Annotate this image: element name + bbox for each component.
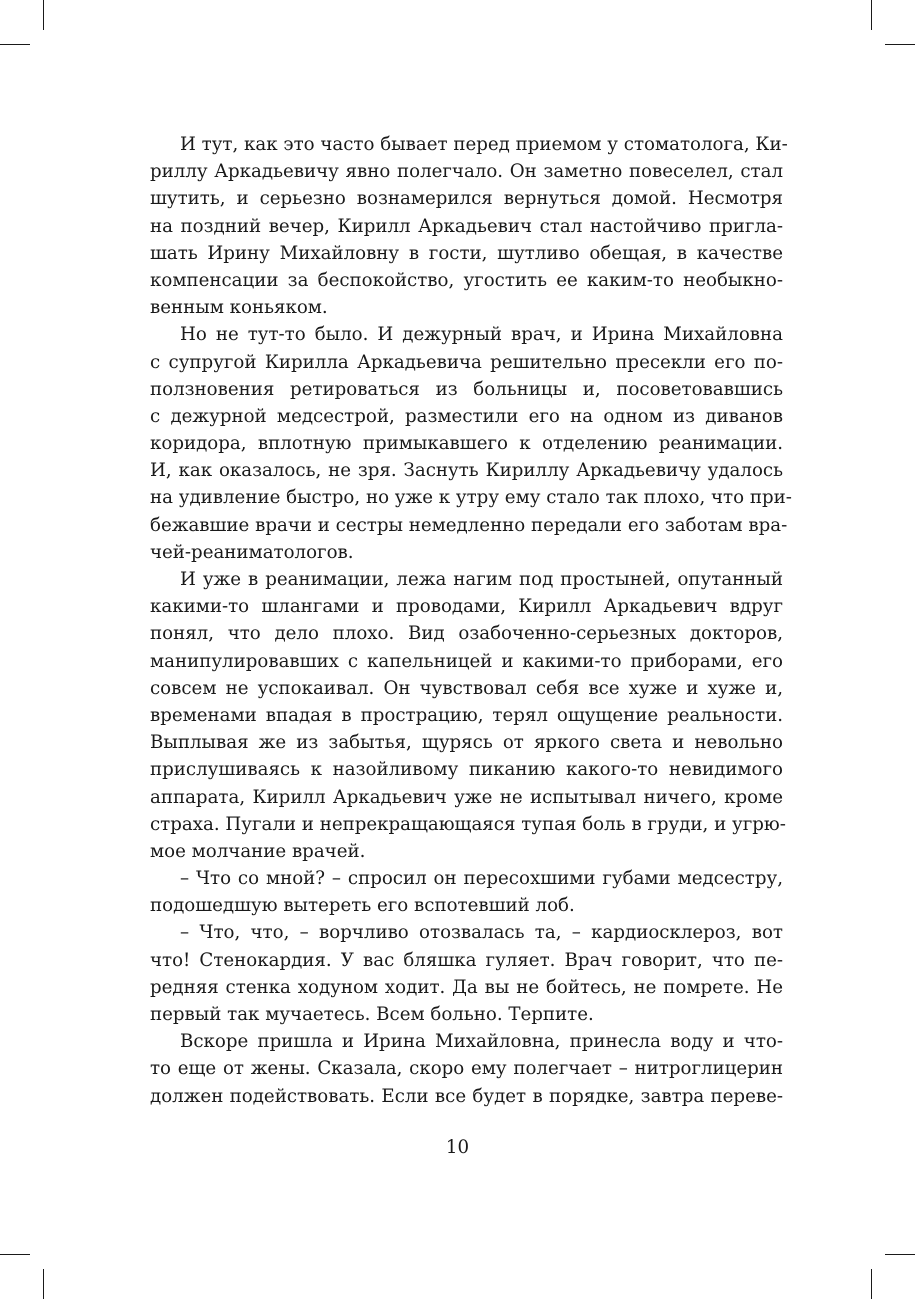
text-line: Выплывая же из забытья, щурясь от яркого света и невольно <box>150 732 783 754</box>
paragraph-3 <box>150 566 786 865</box>
text-line: первый так мучаетесь. Всем больно. Терпите. <box>150 1004 594 1025</box>
page-number: 10 <box>445 1137 470 1158</box>
text-line: чей-реаниматологов. <box>150 541 354 563</box>
text-line: то еще от жены. Сказала, скоро ему полегчает – нитроглицерин <box>150 1058 783 1080</box>
paragraph-5 <box>150 919 783 1028</box>
crop-mark-bottom-left-horizontal <box>0 1254 30 1255</box>
text-line: страха. Пугали и непрекращающаяся тупая боль в груди, и угрю- <box>150 813 786 835</box>
text-line: – Что, что, – ворчливо отозвалась та, – кардиосклероз, вот <box>180 922 783 944</box>
text-line: на удивление быстро, но уже к утру ему стало так плохо, что при- <box>150 487 792 509</box>
text-line: на поздний вечер, Кирилл Аркадьевич стал настойчиво пригла- <box>150 215 783 237</box>
text-line: шать Ирину Михайловну в гости, шутливо обещая, в качестве <box>150 242 783 264</box>
text-line: временами впадая в прострацию, терял ощущение реальности. <box>150 704 783 726</box>
crop-mark-top-left-horizontal <box>0 44 30 45</box>
text-line: Но не тут-то было. И дежурный врач, и Ирина Михайловна <box>180 324 783 346</box>
crop-mark-top-left-vertical <box>43 0 44 30</box>
text-line: – Что со мной? – спросил он пересохшими губами медсестру, <box>180 868 783 890</box>
text-line: ползновения ретироваться из больницы и, посоветовавшись <box>150 378 783 400</box>
text-line: манипулировавших с капельницей и какими-то приборами, его <box>150 650 783 672</box>
text-line: компенсации за беспокойство, угостить ее каким-то необыкно- <box>150 269 783 291</box>
text-line: аппарата, Кирилл Аркадьевич уже не испытывал ничего, кроме <box>150 786 783 808</box>
paragraph-1 <box>150 131 788 321</box>
text-line: мое молчание врачей. <box>150 840 366 862</box>
text-line: должен подействовать. Если все будет в порядке, завтра переве- <box>150 1085 783 1107</box>
text-line: с супругой Кирилла Аркадьевича решительно пресекли его по- <box>150 351 783 373</box>
crop-mark-top-right-horizontal <box>885 44 915 45</box>
paragraph-4 <box>150 865 783 919</box>
body-text <box>150 131 792 1110</box>
text-line: И, как оказалось, не зря. Заснуть Кириллу Аркадьевичу удалось <box>150 460 783 482</box>
text-line: Вскоре пришла и Ирина Михайловна, принесла воду и что- <box>180 1031 783 1053</box>
text-line: редняя стенка ходуном ходит. Да вы не бойтесь, не помрете. Не <box>150 976 783 998</box>
text-line: И тут, как это часто бывает перед приемом у стоматолога, Ки- <box>180 134 788 155</box>
text-line: риллу Аркадьевичу явно полегчало. Он заметно повеселел, стал <box>150 161 783 183</box>
text-line: что! Стенокардия. У вас бляшка гуляет. Врач говорит, что пе- <box>150 949 783 971</box>
text-line: И уже в реанимации, лежа нагим под простыней, опутанный <box>180 569 783 590</box>
text-line: с дежурной медсестрой, разместили его на одном из диванов <box>150 405 783 427</box>
text-line: понял, что дело плохо. Вид озабоченно-серьезных докторов, <box>150 623 783 645</box>
text-line: прислушиваясь к назойливому пиканию какого-то невидимого <box>150 759 783 781</box>
crop-mark-top-right-vertical <box>871 0 872 30</box>
text-line: совсем не успокаивал. Он чувствовал себя все хуже и хуже и, <box>150 677 783 699</box>
crop-mark-bottom-right-vertical <box>871 1269 872 1299</box>
text-line: шутить, и серьезно вознамерился вернуться домой. Несмотря <box>150 188 783 210</box>
text-line: коридора, вплотную примыкавшего к отделению реанимации. <box>150 433 783 455</box>
text-line: бежавшие врачи и сестры немедленно передали его заботам вра- <box>150 514 788 536</box>
text-line: венным коньяком. <box>150 297 328 319</box>
text-line: какими-то шлангами и проводами, Кирилл Аркадьевич вдруг <box>150 596 783 618</box>
paragraph-6 <box>150 1028 783 1110</box>
paragraph-2 <box>150 321 792 566</box>
crop-mark-bottom-left-vertical <box>43 1269 44 1299</box>
text-line: подошедшую вытереть его вспотевший лоб. <box>150 895 575 917</box>
crop-mark-bottom-right-horizontal <box>885 1254 915 1255</box>
